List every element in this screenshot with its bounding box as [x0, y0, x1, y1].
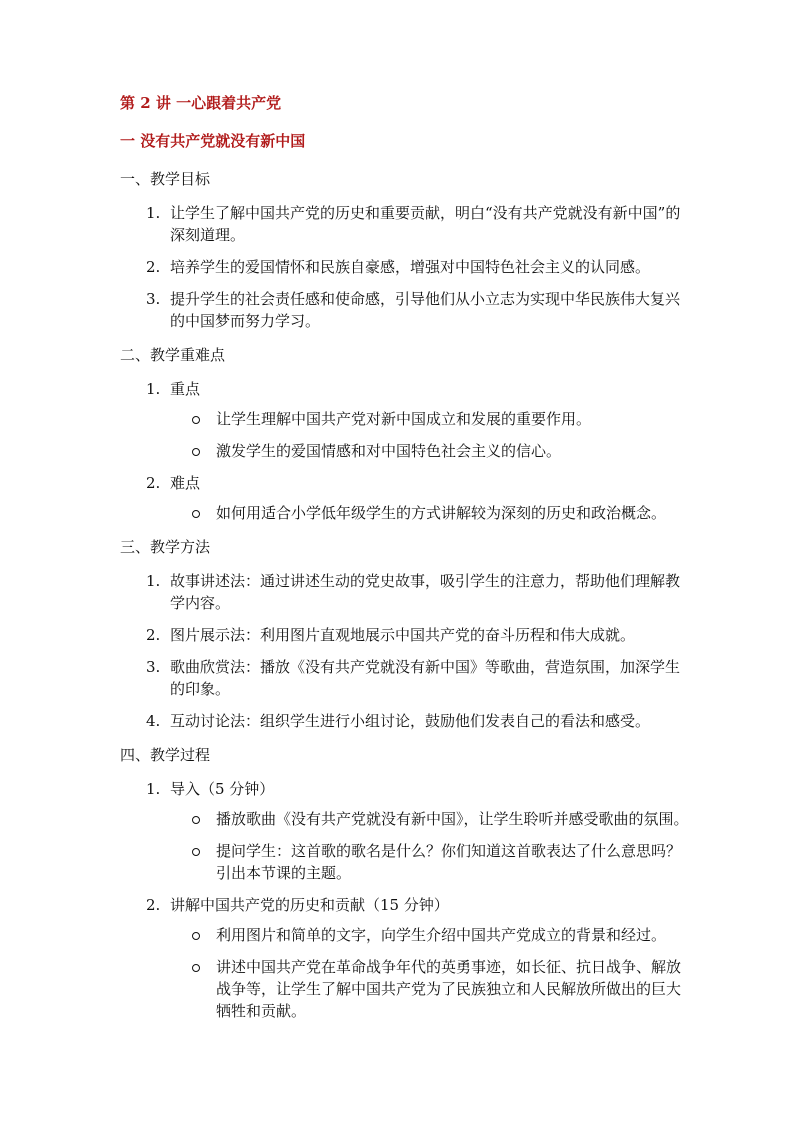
bullet-item: [170, 924, 690, 946]
list-item-text: 提升学生的社会责任感和使命感，引导他们从小立志为实现中华民族伟大复兴的中国梦而努力学习。: [170, 290, 681, 330]
bullet-list: [170, 408, 690, 462]
list-item-number: 2.: [146, 258, 161, 276]
list-item-text: 导入（5 分钟）: [170, 780, 275, 798]
list-item-text: 培养学生的爱国情怀和民族自豪感，增强对中国特色社会主义的认同感。: [170, 258, 651, 276]
bullet-item-text: 激发学生的爱国情感和对中国特色社会主义的信心。: [216, 442, 562, 460]
bullet-list: [170, 924, 690, 1022]
bullet-item: [170, 840, 690, 884]
list-item-number: 1.: [146, 572, 161, 590]
circle-bullet-icon: [192, 448, 200, 456]
bullet-item: [170, 956, 690, 1022]
section-heading: 四、教学过程: [120, 746, 211, 764]
list-item: [120, 202, 690, 246]
list-item: [120, 378, 690, 462]
list-item: [120, 570, 690, 614]
bullet-item-text: 如何用适合小学低年级学生的方式讲解较为深刻的历史和政治概念。: [216, 504, 667, 522]
list-item-number: 1.: [146, 380, 161, 398]
list-item-number: 2.: [146, 896, 161, 914]
list-item-text: 歌曲欣赏法：播放《没有共产党就没有新中国》等歌曲，营造氛围，加深学生的印象。: [170, 658, 681, 698]
list-item: [120, 710, 690, 732]
list-item: [120, 288, 690, 332]
bullet-item: [170, 808, 690, 830]
bullet-item-text: 利用图片和简单的文字，向学生介绍中国共产党成立的背景和经过。: [216, 926, 667, 944]
bullet-item-text: 让学生理解中国共产党对新中国成立和发展的重要作用。: [216, 410, 592, 428]
circle-bullet-icon: [192, 416, 200, 424]
list-item-text: 故事讲述法：通过讲述生动的党史故事，吸引学生的注意力，帮助他们理解教学内容。: [170, 572, 681, 612]
list-item-number: 4.: [146, 712, 161, 730]
list-item-text: 重点: [170, 380, 201, 398]
list-item: [120, 778, 690, 884]
circle-bullet-icon: [192, 816, 200, 824]
circle-bullet-icon: [192, 848, 200, 856]
list-item: [120, 656, 690, 700]
circle-bullet-icon: [192, 510, 200, 518]
bullet-item: [170, 408, 690, 430]
list-item: [120, 624, 690, 646]
bullet-list: [170, 502, 690, 524]
bullet-item-text: 讲述中国共产党在革命战争年代的英勇事迹，如长征、抗日战争、解放战争等，让学生了解中国共产党为了民族独立和人民解放所做出的巨大牺牲和贡献。: [216, 958, 682, 1020]
bullet-item-text: 播放歌曲《没有共产党就没有新中国》，让学生聆听并感受歌曲的氛围。: [216, 810, 689, 828]
list-item: [120, 256, 690, 278]
list-item-number: 3.: [146, 290, 161, 308]
bullet-item: [170, 440, 690, 462]
lesson-title: 第 2 讲 一心跟着共产党: [120, 94, 282, 112]
list-item-number: 3.: [146, 658, 161, 676]
list-item-number: 1.: [146, 204, 161, 222]
circle-bullet-icon: [192, 932, 200, 940]
list-item: [120, 894, 690, 1022]
list-item-text: 讲解中国共产党的历史和贡献（15 分钟）: [170, 896, 449, 914]
list-item-text: 互动讨论法：组织学生进行小组讨论，鼓励他们发表自己的看法和感受。: [170, 712, 651, 730]
section-heading: 三、教学方法: [120, 538, 211, 556]
list-item-text: 让学生了解中国共产党的历史和重要贡献，明白“没有共产党就没有新中国”的深刻道理。: [170, 204, 681, 244]
sections-container: [120, 168, 690, 1022]
bullet-item-text: 提问学生：这首歌的歌名是什么？你们知道这首歌表达了什么意思吗？引出本节课的主题。: [216, 842, 682, 882]
numbered-list: [120, 202, 690, 332]
bullet-list: [170, 808, 690, 884]
lesson-subtitle: 一 没有共产党就没有新中国: [120, 132, 306, 150]
numbered-list: [120, 378, 690, 524]
bullet-item: [170, 502, 690, 524]
list-item-text: 难点: [170, 474, 201, 492]
section-heading: 二、教学重难点: [120, 346, 226, 364]
circle-bullet-icon: [192, 964, 200, 972]
list-item-number: 2.: [146, 626, 161, 644]
list-item-number: 1.: [146, 780, 161, 798]
list-item-number: 2.: [146, 474, 161, 492]
section-heading: 一、教学目标: [120, 170, 211, 188]
numbered-list: [120, 570, 690, 732]
numbered-list: [120, 778, 690, 1022]
list-item-text: 图片展示法：利用图片直观地展示中国共产党的奋斗历程和伟大成就。: [170, 626, 636, 644]
document-body: [120, 92, 690, 1034]
list-item: [120, 472, 690, 524]
